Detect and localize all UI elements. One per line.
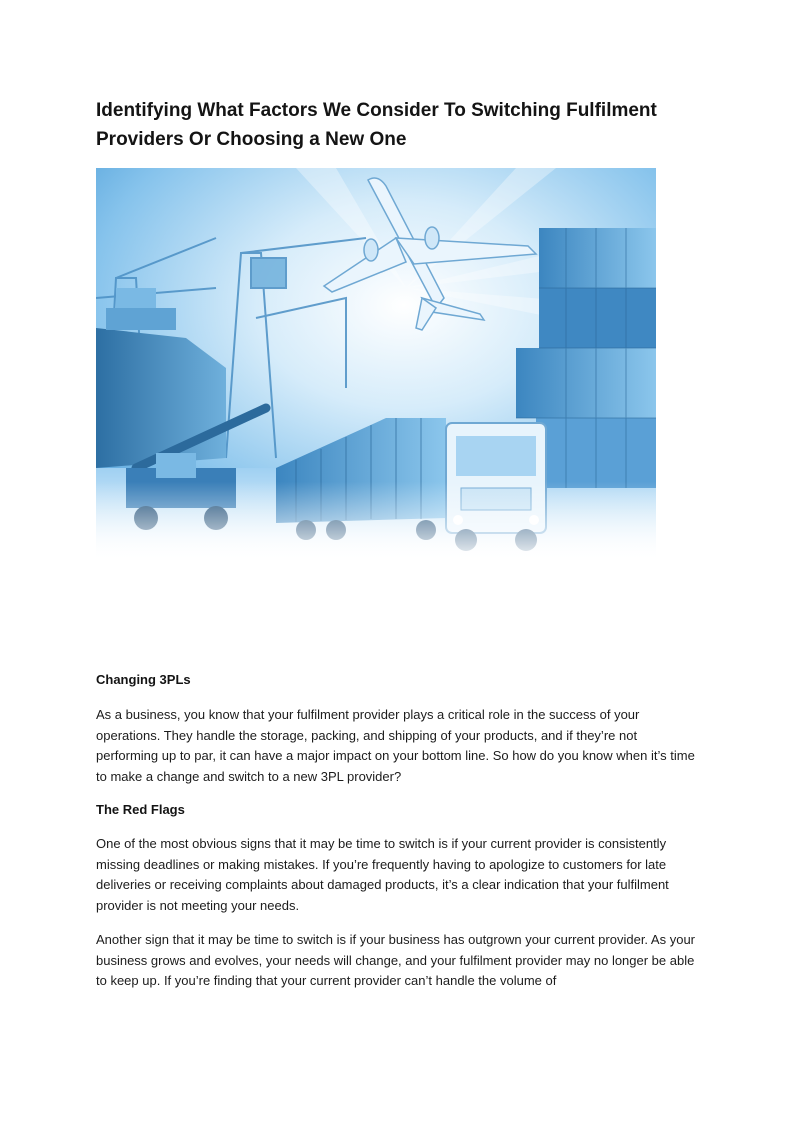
paragraph: One of the most obvious signs that it may be time to switch is if your current provider is consistently missing deadlines or making mistakes. If you’re frequently having to apologize to customers for late deliveries or receiving complaints about damaged products, it’s a clear indication that your fulfilment provider is not meeting your needs. — [96, 836, 669, 914]
page-title: Identifying What Factors We Consider To Switching Fulfilment Providers Or Choosing a New One — [96, 100, 657, 150]
hero-image — [96, 168, 656, 560]
paragraph: As a business, you know that your fulfilment provider plays a critical role in the success of your operations. They handle the storage, packing, and shipping of your products, and if they’re not performing up to par, it can have a major impact on your bottom line. So how do you know when it’s time to make a change and switch to a new 3PL provider? — [96, 707, 695, 785]
logistics-illustration — [96, 168, 656, 560]
section-heading-changing-3pls: Changing 3PLs — [96, 672, 191, 687]
section-heading-red-flags: The Red Flags — [96, 802, 185, 817]
paragraph: Another sign that it may be time to switch is if your business has outgrown your current provider. As your business grows and evolves, your needs will change, and your fulfilment provider may no longer be able to keep up. If you’re finding that your current provider can’t handle the volume of — [96, 932, 696, 989]
